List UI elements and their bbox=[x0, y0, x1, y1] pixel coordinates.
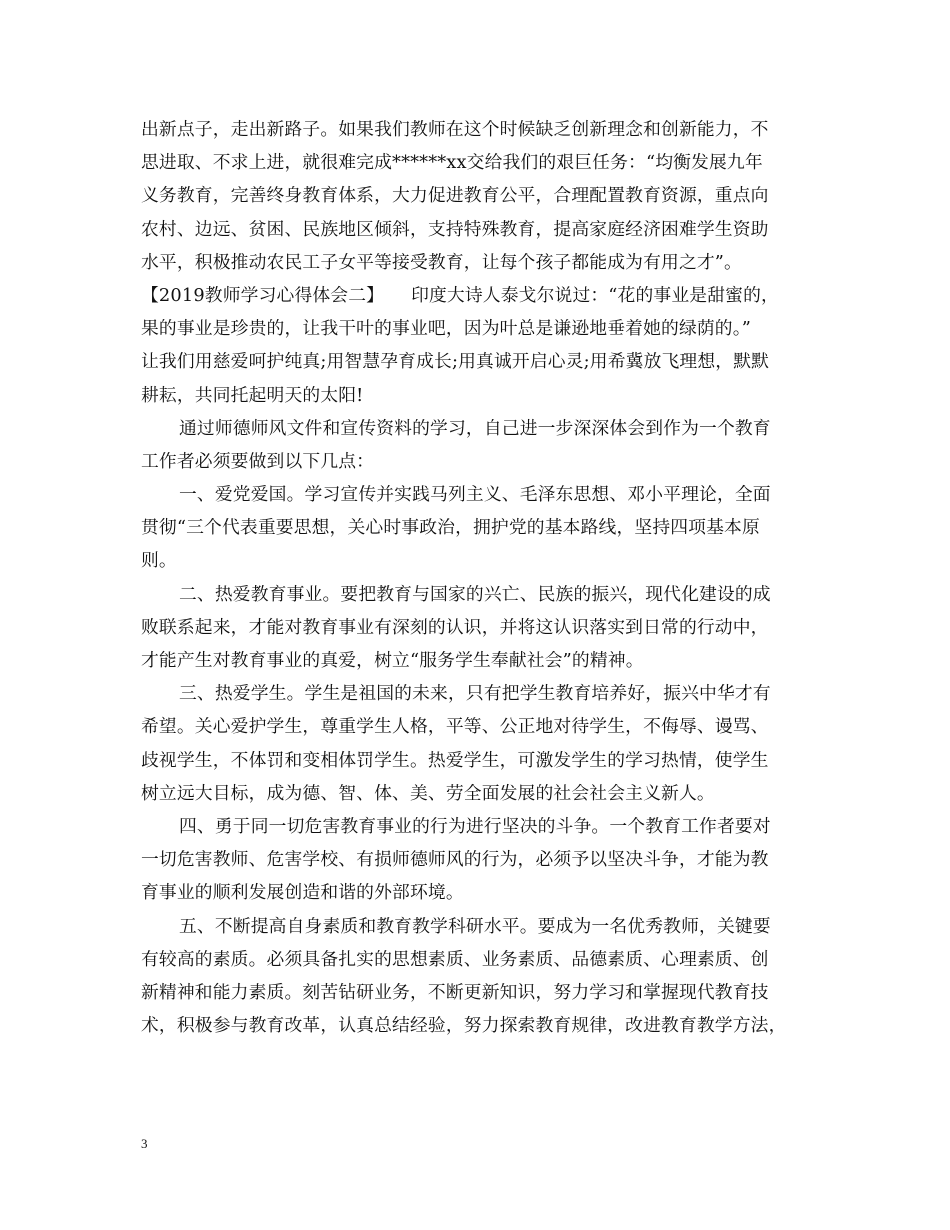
text-line: 五、不断提高自身素质和教育教学科研水平。要成为一名优秀教师，关键要 bbox=[179, 915, 771, 937]
text-line: 败联系起来，才能对教育事业有深刻的认识，并将这认识落实到日常的行动中， bbox=[141, 616, 769, 638]
text-line: 让我们用慈爱呵护纯真;用智慧孕育成长;用真诚开启心灵;用希冀放飞理想，默默 bbox=[141, 351, 770, 373]
text-line: 一切危害教师、危害学校、有损师德师风的行为，必须予以坚决斗争，才能为教 bbox=[141, 849, 769, 871]
text-line: 树立远大目标，成为德、智、体、美、劳全面发展的社会社会主义新人。 bbox=[141, 782, 715, 804]
text-line: 有较高的素质。必须具备扎实的思想素质、业务素质、品德素质、心理素质、创 bbox=[141, 948, 769, 970]
text-line: 通过师德师风文件和宣传资料的学习，自己进一步深深体会到作为一个教育 bbox=[179, 417, 771, 439]
text-line: 工作者必须要做到以下几点： bbox=[141, 450, 375, 472]
text-line: 四、勇于同一切危害教育事业的行为进行坚决的斗争。一个教育工作者要对 bbox=[179, 815, 771, 837]
text-line: 希望。关心爱护学生，尊重学生人格，平等、公正地对待学生，不侮辱、谩骂、 bbox=[141, 716, 769, 738]
text-line: 贯彻“三个代表重要思想，关心时事政治，拥护党的基本路线，坚持四项基本原 bbox=[141, 517, 760, 539]
text-line: 水平，积极推动农民工子女平等接受教育，让每个孩子都能成为有用之才”。 bbox=[141, 251, 742, 273]
text-line: 耕耘，共同托起明天的太阳! bbox=[141, 384, 364, 406]
text-line: 二、热爱教育事业。要把教育与国家的兴亡、民族的振兴，现代化建设的成 bbox=[179, 583, 771, 605]
text-line: 才能产生对教育事业的真爱，树立“服务学生奉献社会”的精神。 bbox=[141, 650, 644, 671]
text-line: 三、热爱学生。学生是祖国的未来，只有把学生教育培养好，振兴中华才有 bbox=[179, 683, 771, 705]
text-line: 思进取、不求上进，就很难完成******xx交给我们的艰巨任务：“均衡发展九年 bbox=[141, 152, 763, 174]
text-line: 新精神和能力素质。刻苦钻研业务，不断更新知识，努力学习和掌握现代教育技 bbox=[141, 981, 769, 1003]
text-line: 【2019教师学习心得体会二】 印度大诗人泰戈尔说过：“花的事业是甜蜜的， bbox=[141, 284, 779, 306]
text-line: 义务教育，完善终身教育体系，大力促进教育公平，合理配置教育资源，重点向 bbox=[141, 185, 769, 207]
text-line: 则。 bbox=[141, 550, 177, 572]
page-number: 3 bbox=[141, 1136, 148, 1151]
text-line: 育事业的顺利发展创造和谐的外部环境。 bbox=[141, 882, 464, 904]
text-line: 一、爱党爱国。学习宣传并实践马列主义、毛泽东思想、邓小平理论，全面 bbox=[179, 484, 771, 506]
document-body bbox=[141, 113, 831, 1042]
text-line: 歧视学生，不体罚和变相体罚学生。热爱学生，可激发学生的学习热情，使学生 bbox=[141, 749, 769, 771]
text-line: 术，积极参与教育改革，认真总结经验，努力探索教育规律，改进教育教学方法， bbox=[141, 1015, 787, 1037]
text-line: 出新点子，走出新路子。如果我们教师在这个时候缺乏创新理念和创新能力，不 bbox=[141, 119, 769, 140]
text-line: 农村、边远、贫困、民族地区倾斜，支持特殊教育，提高家庭经济困难学生资助 bbox=[141, 218, 769, 240]
text-line: 果的事业是珍贵的，让我干叶的事业吧，因为叶总是谦逊地垂着她的绿荫的。” bbox=[141, 318, 752, 340]
